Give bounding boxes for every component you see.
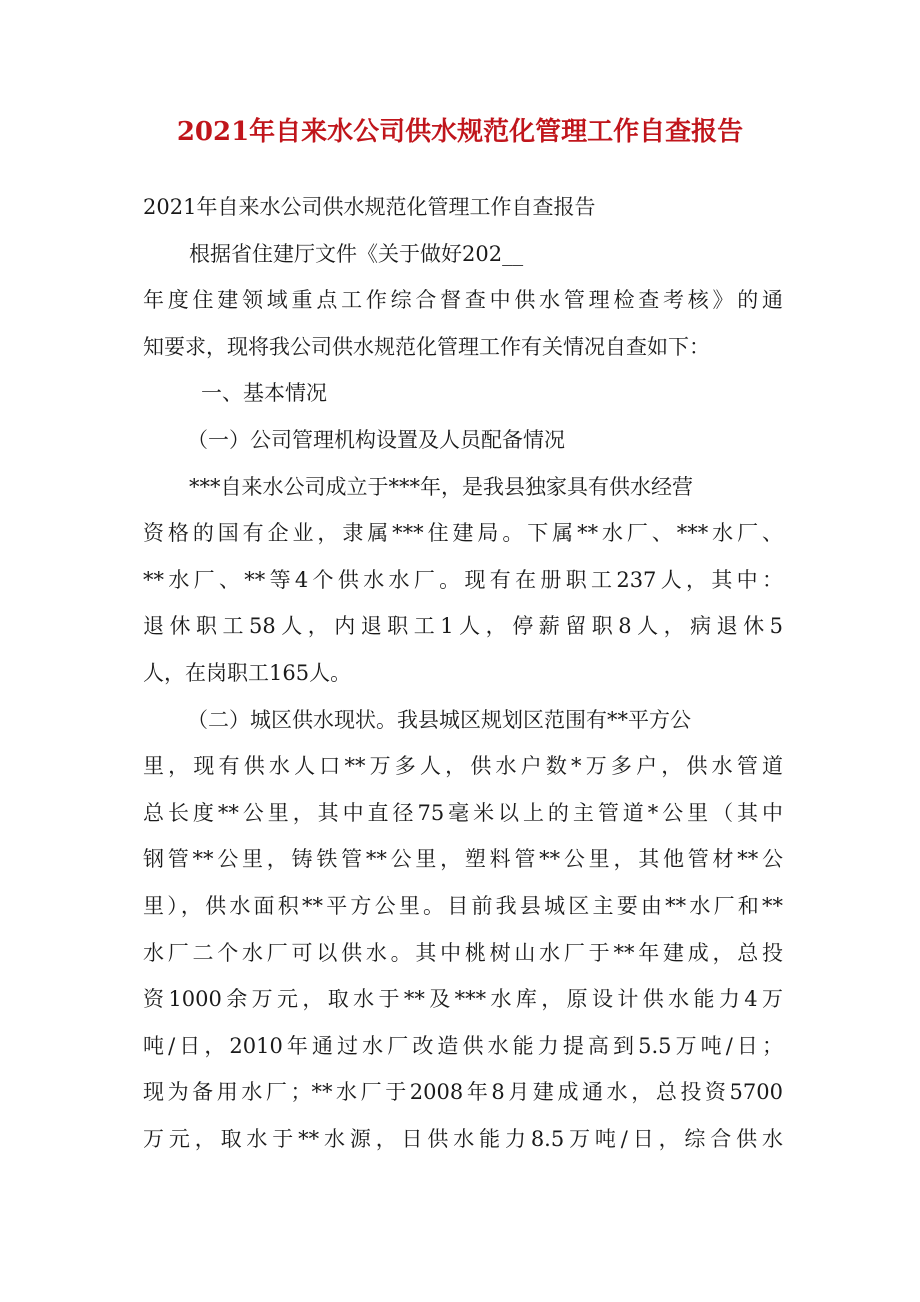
paragraph-line: 退休职工58人，内退职工1人，停薪留职8人，病退休5 xyxy=(143,614,783,639)
paragraph-line: ***自来水公司成立于***年，是我县独家具有供水经营 xyxy=(189,474,693,499)
paragraph-line: 万元，取水于**水源，日供水能力8.5万吨/日，综合供水 xyxy=(143,1126,783,1151)
section-heading: 一、基本情况 xyxy=(201,381,327,406)
paragraph-line: 里，现有供水人口**万多人，供水户数*万多户，供水管道 xyxy=(143,754,783,779)
paragraph-line: 现为备用水厂；**水厂于2008年8月建成通水，总投资5700 xyxy=(143,1080,783,1105)
paragraph-line: 资1000余万元，取水于**及***水库，原设计供水能力4万 xyxy=(143,987,783,1012)
paragraph-line: （二）城区供水现状。我县城区规划区范围有**平方公 xyxy=(187,707,691,732)
document-body xyxy=(143,184,783,1162)
paragraph-line: 知要求，现将我公司供水规范化管理工作有关情况自查如下： xyxy=(143,334,710,359)
paragraph-line: 钢管**公里，铸铁管**公里，塑料管**公里，其他管材**公 xyxy=(143,847,783,872)
paragraph-line: 里），供水面积**平方公里。目前我县城区主要由**水厂和** xyxy=(143,893,783,918)
paragraph-line: 人，在岗职工165人。 xyxy=(143,660,352,685)
paragraph-line: 水厂二个水厂可以供水。其中桃树山水厂于**年建成，总投 xyxy=(143,940,783,965)
paragraph-line: 吨/日，2010年通过水厂改造供水能力提高到5.5万吨/日； xyxy=(143,1033,783,1058)
paragraph-line: 总长度**公里，其中直径75毫米以上的主管道*公里（其中 xyxy=(143,800,783,825)
paragraph-line: 根据省住建厅文件《关于做好202__ xyxy=(189,241,524,266)
paragraph-line: **水厂、**等4个供水水厂。现有在册职工237人，其中： xyxy=(143,567,783,592)
subsection-heading: （一）公司管理机构设置及人员配备情况 xyxy=(187,427,565,452)
paragraph-line: 年度住建领域重点工作综合督查中供水管理检查考核》的通 xyxy=(143,288,783,313)
paragraph-line: 资格的国有企业，隶属***住建局。下属**水厂、***水厂、 xyxy=(143,521,783,546)
document-title: 2021年自来水公司供水规范化管理工作自查报告 xyxy=(176,117,744,147)
report-heading-line: 2021年自来水公司供水规范化管理工作自查报告 xyxy=(143,195,596,219)
